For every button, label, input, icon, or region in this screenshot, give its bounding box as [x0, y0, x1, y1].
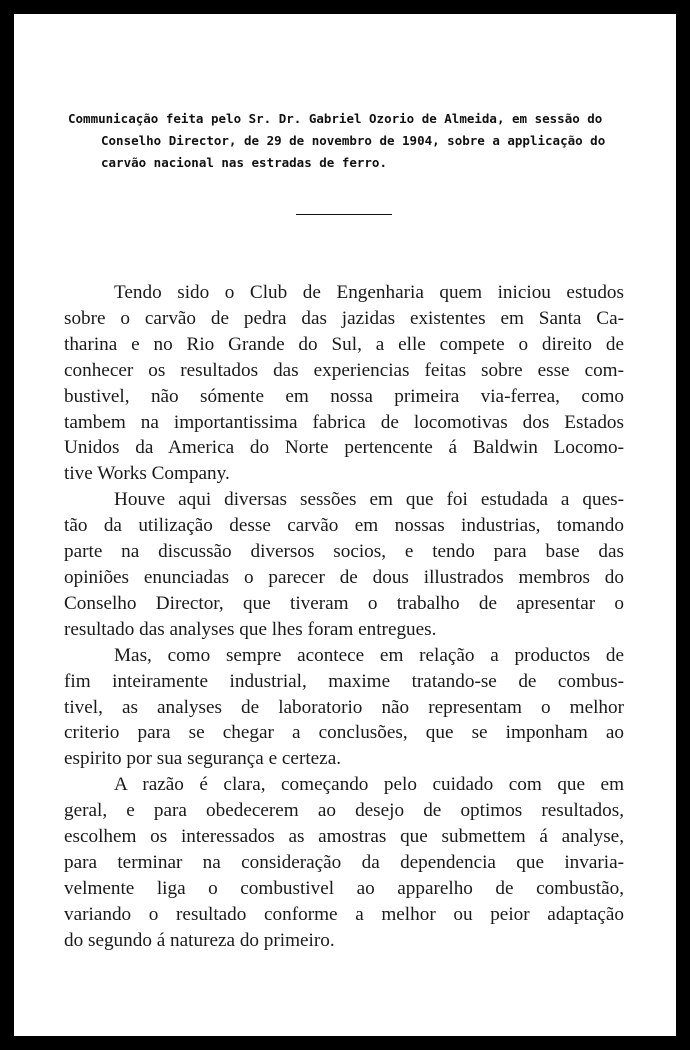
text-line: Conselho Director, que tiveram o trabalho de apresentar o [64, 592, 624, 614]
text-line: opiniões enunciadas o parecer de dous illustrados membros do [64, 566, 624, 588]
communication-heading [68, 108, 628, 174]
text-line: Tendo sido o Club de Engenharia quem iniciou estudos [114, 282, 624, 303]
text-line: parte na discussão diversos socios, e tendo para base das [64, 541, 624, 563]
text-line: tharina e no Rio Grande do Sul, a elle compete o direito de [64, 333, 624, 355]
paragraph-2 [64, 487, 624, 642]
text-line: Houve aqui diversas sessões em que foi estudada a ques- [114, 489, 624, 511]
text-line: do segundo á natureza do primeiro. [64, 929, 335, 951]
text-line: fim inteiramente industrial, maxime tratando-se de combus- [64, 670, 624, 692]
text-line: sobre o carvão de pedra das jazidas existentes em Santa Ca- [64, 307, 624, 329]
text-line: tivel, as analyses de laboratorio não representam o melhor [64, 696, 624, 718]
paragraph-3 [64, 643, 624, 773]
text-line: Unidos da America do Norte pertencente á Baldwin Locomo- [64, 437, 624, 459]
text-line: escolhem os interessados as amostras que submettem á analyse, [64, 826, 624, 848]
text-line: espirito por sua segurança e certeza. [64, 748, 342, 770]
paragraph-4 [64, 772, 624, 953]
text-line: Mas, como sempre acontece em relação a productos de [114, 644, 624, 666]
heading-line: Conselho Director, de 29 de novembro de 1904, sobre a applicação do [101, 133, 606, 148]
heading-line: carvão nacional nas estradas de ferro. [101, 155, 387, 170]
text-line: criterio para se chegar a conclusões, que se imponham ao [64, 722, 624, 744]
document-page [14, 14, 676, 1036]
text-line: resultado das analyses que lhes foram entregues. [64, 618, 437, 640]
text-line: bustivel, não sómente em nossa primeira via-ferrea, como [64, 385, 624, 407]
body-text [64, 280, 624, 954]
text-line: tive Works Company. [64, 463, 230, 485]
paragraph-1 [64, 280, 624, 487]
text-line: conhecer os resultados das experiencias feitas sobre esse com- [64, 359, 624, 381]
text-line: geral, e para obedecerem ao desejo de optimos resultados, [64, 800, 624, 822]
text-line: variando o resultado conforme a melhor ou peior adaptação [64, 903, 624, 925]
section-divider [296, 214, 392, 215]
heading-line: Communicação feita pelo Sr. Dr. Gabriel Ozorio de Almeida, em sessão do [68, 111, 603, 126]
text-line: tambem na importantissima fabrica de locomotivas dos Estados [64, 411, 624, 433]
text-line: tão da utilização desse carvão em nossas industrias, tomando [64, 515, 624, 537]
text-line: A razão é clara, começando pelo cuidado com que em [114, 774, 624, 796]
text-line: para terminar na consideração da dependencia que invaria- [64, 851, 624, 873]
text-line: velmente liga o combustivel ao apparelho de combustão, [64, 877, 624, 899]
